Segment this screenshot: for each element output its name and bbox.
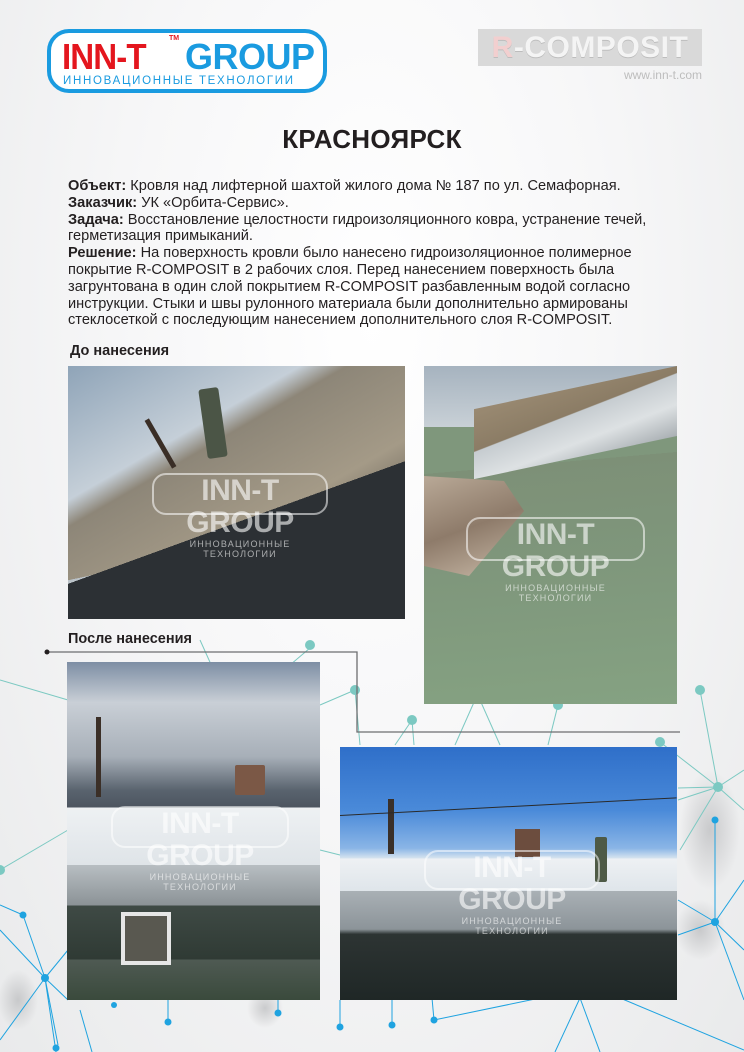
logo-tagline: ИННОВАЦИОННЫЕ ТЕХНОЛОГИИ [63,75,295,87]
watermark-tagline: ИННОВАЦИОННЫЕ ТЕХНОЛОГИИ [505,583,606,603]
logo-brand-red: INN-T [62,36,146,77]
logo-brand-blue: GROUP [185,36,315,77]
photo-vent-pipe [235,765,265,795]
watermark-brand: INN-T GROUP [186,474,294,539]
photo-pole [145,418,177,468]
object-value: Кровля над лифтерной шахтой жилого дома № 187 по ул. Семафорная. [126,178,621,194]
logo-trademark: TM [169,35,180,42]
r-composit-logo [478,29,702,66]
r-composit-rest: -COMPOSIT [513,31,689,64]
photo-watermark [466,517,645,603]
photo-watermark [152,473,328,559]
photo-before-green-membrane [424,366,677,704]
before-section-label: До нанесения [70,343,170,359]
photo-pole [96,717,101,797]
website-url[interactable]: www.inn-t.com [623,68,702,82]
watermark-brand: INN-T GROUP [501,518,610,583]
solution-line [68,245,698,329]
photo-after-sunny-roof [340,747,677,1000]
watermark-tagline: ИННОВАЦИОННЫЕ ТЕХНОЛОГИИ [461,916,563,936]
solution-label: Решение: [68,245,137,262]
photo-window [121,912,171,965]
task-line [68,212,698,246]
photo-watermark [424,850,600,936]
task-value: Восстановление целостности гидроизоляционного ковра, устранение течей, герметизация примыканий. [68,211,647,245]
watermark-brand: INN-T GROUP [146,807,254,872]
watermark-tagline: ИННОВАЦИОННЫЕ ТЕХНОЛОГИИ [189,539,291,559]
object-label: Объект: [68,178,127,194]
watermark-brand: INN-T GROUP [458,851,566,916]
r-composit-prefix: R [491,31,514,64]
solution-value: На поверхность кровли было нанесено гидроизоляционное полимерное покрытие R-COMPOSIT в 2 рабочих слоя. Перед нанесением поверхность была загрунтована в один слой покрытием R-COMPOSIT разбавленным водой согласно инструкции. Стыки и швы рулонного материала были дополнительно армированы стеклосеткой с последующим нанесением дополнительного слоя R-COMPOSIT. [68,245,632,329]
watermark-tagline: ИННОВАЦИОННЫЕ ТЕХНОЛОГИИ [149,872,251,892]
project-details [68,178,698,329]
photo-vent-pipe [198,387,228,459]
after-section-label: После нанесения [68,631,192,647]
photo-after-cloudy-roof [67,662,320,1000]
photo-pole [388,799,394,854]
photo-watermark [111,806,289,892]
customer-label: Заказчик: [68,194,138,211]
photo-before-roof-edge [68,366,405,619]
task-label: Задача: [68,211,124,228]
customer-value: УК «Орбита-Сервис». [137,194,289,211]
page-title: КРАСНОЯРСК [282,124,462,154]
photo-parapet-flashing [474,366,677,479]
inn-t-group-logo [47,29,327,93]
object-line [68,178,698,195]
customer-line [68,195,698,212]
